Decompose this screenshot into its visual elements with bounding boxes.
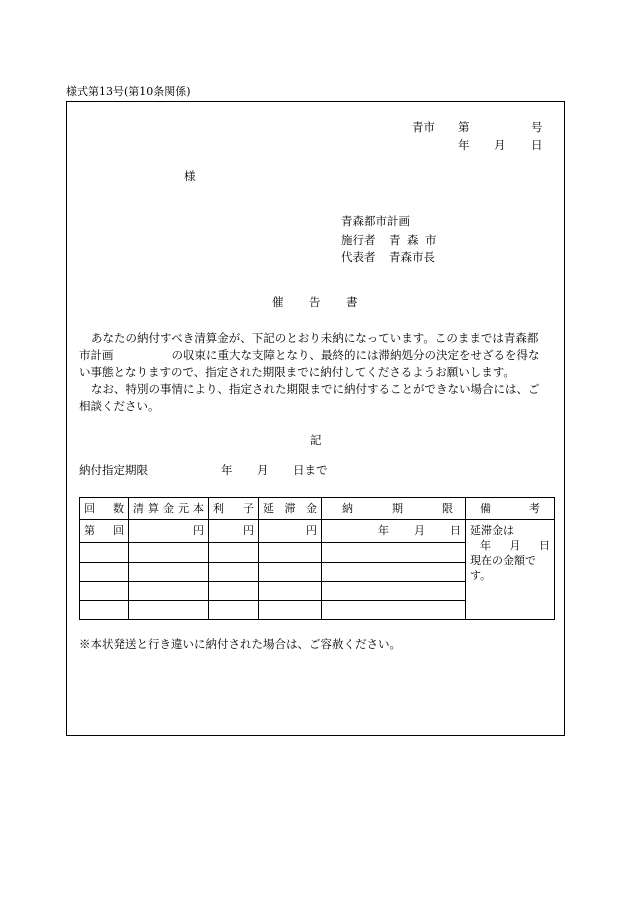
- row-count: 第 回: [80, 520, 129, 543]
- deadline-month: 月: [257, 463, 269, 477]
- deadline-label: 納付指定期限: [79, 463, 148, 477]
- header-interest: 利 子: [209, 498, 259, 520]
- row-interest: 円: [209, 520, 259, 543]
- body-paragraph-2: [79, 381, 555, 415]
- ki-label: 記: [310, 433, 322, 447]
- remarks-text: 延滞金は: [470, 524, 514, 538]
- remarks-cell: [466, 520, 555, 620]
- body-line: [79, 347, 555, 364]
- date-year: 年: [458, 138, 470, 152]
- row-date: 年 月 日: [322, 520, 466, 543]
- doc-number-suffix: 号: [531, 120, 543, 134]
- date-day: 日: [531, 138, 543, 152]
- sender-rep-label: 代表者: [341, 250, 376, 264]
- deadline-day-until: 日まで: [293, 463, 328, 477]
- table-row: [80, 520, 555, 543]
- remarks-text: 現在の金額です。: [470, 554, 536, 583]
- footnote: ※本状発送と行き違いに納付された場合は、ご容赦ください。: [79, 637, 401, 651]
- remarks-date: 年 月 日: [480, 539, 550, 553]
- city-abbrev: 青市: [412, 120, 435, 134]
- row-late-fee: 円: [259, 520, 322, 543]
- body-line: あなたの納付すべき清算金が、下記のとおり未納になっています。このままでは青森都: [91, 331, 539, 345]
- doc-title-char: 書: [346, 295, 358, 309]
- doc-title-char: 催: [272, 295, 284, 309]
- header-principal: 清 算 金 元 本: [129, 498, 209, 520]
- body-line: 相談ください。: [79, 399, 160, 413]
- sender-executor-char: 森: [407, 233, 419, 247]
- deadline-year: 年: [221, 463, 233, 477]
- sender-executor-char: 市: [425, 233, 437, 247]
- sender-project: 青森都市計画: [341, 214, 410, 228]
- body-text: 市計画: [79, 348, 114, 362]
- sender-executor-char: 青: [389, 233, 401, 247]
- sender-rep-name: 青森市長: [389, 250, 435, 264]
- body-text: の収束に重大な支障となり、最終的には滞納処分の決定をせざるを得な: [171, 348, 540, 362]
- payment-table: [79, 497, 555, 620]
- header-period: 納 期 限: [322, 498, 466, 520]
- sender-executor-label: 施行者: [341, 233, 376, 247]
- addressee-honorific: 様: [184, 169, 196, 183]
- body-line: なお、特別の事情により、指定された期限までに納付することができない場合には、ご: [91, 382, 540, 396]
- header-remarks: 備 考: [466, 498, 555, 520]
- table-header-row: [80, 498, 555, 520]
- body-paragraph-1: [79, 330, 555, 381]
- doc-number-prefix: 第: [458, 120, 470, 134]
- header-late-fee: 延 滞 金: [259, 498, 322, 520]
- row-principal: 円: [129, 520, 209, 543]
- form-number-label: 様式第13号(第10条関係): [66, 85, 191, 98]
- date-month: 月: [494, 138, 506, 152]
- body-line: い事態となりますので、指定された期限までに納付してくださるようお願いします。: [79, 365, 515, 379]
- header-count: 回 数: [80, 498, 129, 520]
- doc-title-char: 告: [309, 295, 321, 309]
